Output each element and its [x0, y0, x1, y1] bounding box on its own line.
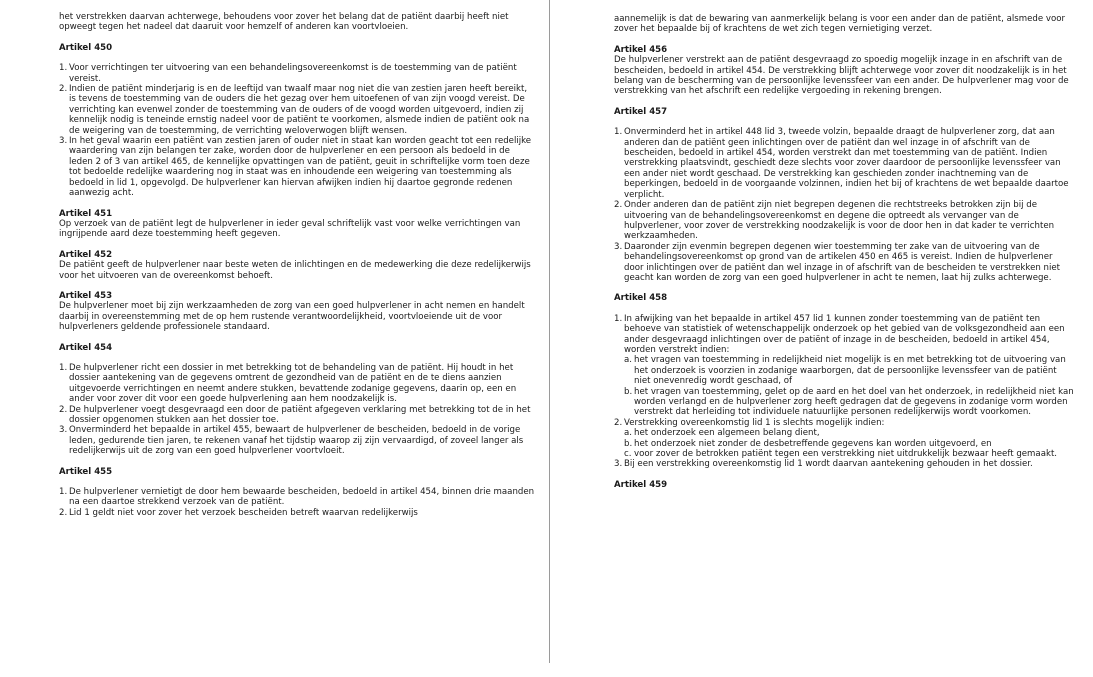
- heading-artikel-454: Artikel 454: [59, 342, 113, 353]
- list-item: 2. Lid 1 geldt niet voor zover het verzoek bescheiden betreft waarvan redelijkerwijs: [59, 507, 418, 518]
- artikel-458-list: [614, 314, 1074, 470]
- list-item: 2. Indien de patiënt minderjarig is en de leeftijd van twaalf maar nog niet die van zestien jaren heeft bereikt, is tevens de toestemming van de ouders die het gezag over hem uitoefenen of van zijn voogd vereist. De verrichting kan evenwel zonder de toestemming van de ouders of de voogd worden uitgevoerd, indien zij kennelijk nodig is teneinde ernstig nadeel voor de patiënt te voorkomen, alsmede indien de patiënt ook na de weigering van de toestemming, de verrichting weloverwogen blijft wensen.: [59, 84, 530, 136]
- list-item: 3. Onverminderd het bepaalde in artikel 455, bewaart de hulpverlener de bescheiden, bedoeld in de vorige leden, gedurende tien jaren, te rekenen vanaf het tijdstip waarop zij zijn vervaardigd, of zoveel langer als redelijkerwijs uit de zorg van een goed hulpverlener voortvloeit.: [59, 425, 524, 457]
- list-item: b. het vragen van toestemming, gelet op de aard en het doel van het onderzoek, in redelijkheid niet kan worden verlangd en de hulpverlener zorg heeft gedragen dat de gegevens in zodanige vorm worden verstrekt dat herleiding tot individuele natuurlijke personen redelijkerwijs wordt voorkomen.: [624, 386, 1074, 418]
- page-divider: [549, 0, 550, 663]
- heading-artikel-451: Artikel 451: [59, 208, 113, 219]
- list-item: a. het onderzoek een algemeen belang dient,: [624, 428, 820, 439]
- left-page: [59, 12, 535, 675]
- artikel-456-text: De hulpverlener verstrekt aan de patiënt desgevraagd zo spoedig mogelijk inzage in en afschrift van de bescheiden, bedoeld in artikel 454. De verstrekking blijft achterwege voor zover dit noodzakelijk is in het belang van de bescherming van de persoonlijke levenssfeer van een ander. De hulpverlener mag voor de verstrekking van het afschrift een redelijke vergoeding in rekening brengen.: [614, 55, 1069, 97]
- artikel-450-list: [59, 63, 535, 198]
- heading-artikel-453: Artikel 453: [59, 290, 113, 301]
- list-item: 1. Onverminderd het in artikel 448 lid 3, tweede volzin, bepaalde draagt de hulpverlener zorg, dat aan anderen dan de patiënt geen inlichtingen over de patiënt dan wel inzage in of afschrift van de bescheiden, bedoeld in artikel 454, worden verstrekt dan met toestemming van de patiënt. Indien verstrekking plaatsvindt, geschiedt deze slechts voor zover daardoor de persoonlijke levenssfeer van een ander niet wordt geschaad. De verstrekking kan geschieden zonder inachtneming van de beperkingen, bedoeld in de voorgaande volzinnen, indien het bij of krachtens de wet bepaalde daartoe verplicht.: [614, 127, 1069, 200]
- heading-artikel-455: Artikel 455: [59, 466, 113, 477]
- artikel-452-text: De patiënt geeft de hulpverlener naar beste weten de inlichtingen en de medewerking die deze redelijkerwijs voor het uitvoeren van de overeenkomst behoeft.: [59, 260, 531, 281]
- list-item: 3. Bij een verstrekking overeenkomstig lid 1 wordt daarvan aantekening gehouden in het dossier.: [614, 459, 1033, 470]
- list-item: 1. De hulpverlener richt een dossier in met betrekking tot de behandeling van de patiënt. Hij houdt in het dossier aantekening van de gegevens omtrent de gezondheid van de patiënt en de te diens aanzien uitgevoerde verrichtingen en neemt andere stukken, bevattende zodanige gegevens, daarin op, een en ander voor zover dit voor een goede hulpverlening aan hem noodzakelijk is.: [59, 362, 517, 405]
- list-item: 3. Daaronder zijn evenmin begrepen degenen wier toestemming ter zake van de uitvoering van de behandelingsovereenkomst op grond van de artikelen 450 en 465 is vereist. Indien de hulpverlener door inlichtingen over de patiënt dan wel inzage in of afschrift van de bescheiden te verstrekken niet geacht kan worden de zorg van een goed hulpverlener in acht te nemen, laat hij zulks achterwege.: [614, 241, 1061, 283]
- list-item: 1. Voor verrichtingen ter uitvoering van een behandelingsovereenkomst is de toestemming van de patiënt vereist.: [59, 63, 517, 84]
- list-item: 3. In het geval waarin een patiënt van zestien jaren of ouder niet in staat kan worden geacht tot een redelijke waardering van zijn belangen ter zake, worden door de hulpverlener en een persoon als bedoeld in de leden 2 of 3 van artikel 465, de kennelijke opvattingen van de patiënt, geuit in schriftelijke vorm toen deze tot bedoelde redelijke waardering nog in staat was en inhoudende een weigering van toestemming als bedoeld in lid 1, opgevolgd. De hulpverlener kan hiervan afwijken indien hij daartoe gegronde redenen aanwezig acht.: [59, 136, 532, 199]
- heading-artikel-458: Artikel 458: [614, 293, 668, 304]
- list-item: 2. Verstrekking overeenkomstig lid 1 is slechts mogelijk indien:: [614, 417, 885, 428]
- list-item: b. het onderzoek niet zonder de desbetreffende gegevens kan worden uitgevoerd, en: [624, 438, 992, 449]
- right-intro-paragraph: aannemelijk is dat de bewaring van aanmerkelijk belang is voor een ander dan de patiënt, alsmede voor zover het bepaalde bij of krachtens de wet zich tegen vernietiging verzet.: [614, 14, 1066, 35]
- artikel-453-text: De hulpverlener moet bij zijn werkzaamheden de zorg van een goed hulpverlener in acht nemen en handelt daarbij in overeenstemming met de op hem rustende verantwoordelijkheid, voortvloeiende uit de voor hulpverleners geldende professionele standaard.: [59, 301, 525, 333]
- right-page: [614, 14, 1074, 677]
- list-item: 2. Onder anderen dan de patiënt zijn niet begrepen degenen die rechtstreeks betrokken zijn bij de uitvoering van de behandelingsovereenkomst en degene die optreedt als vervanger van de hulpverlener, voor zover de verstrekking noodzakelijk is voor de door hen in dat kader te verrichten werkzaamheden.: [614, 200, 1055, 242]
- heading-artikel-452: Artikel 452: [59, 249, 113, 260]
- heading-artikel-450: Artikel 450: [59, 42, 113, 53]
- list-item: 2. De hulpverlener voegt desgevraagd een door de patiënt afgegeven verklaring met betrekking tot de in het dossier opgenomen stukken aan het dossier toe.: [59, 404, 531, 425]
- list-item: 1. De hulpverlener vernietigt de door hem bewaarde bescheiden, bedoeld in artikel 454, binnen drie maanden na een daartoe strekkend verzoek van de patiënt.: [59, 487, 535, 508]
- artikel-457-list: [614, 127, 1074, 283]
- list-item: c. voor zover de betrokken patiënt tegen een verstrekking niet uitdrukkelijk bezwaar heeft gemaakt.: [624, 449, 1058, 460]
- list-item: a. het vragen van toestemming in redelijkheid niet mogelijk is en met betrekking tot de uitvoering van het onderzoek is voorzien in zodanige waarborgen, dat de persoonlijke levenssfeer van de patiënt niet onevenredig wordt geschaad, of: [624, 355, 1066, 387]
- left-intro-paragraph: het verstrekken daarvan achterwege, behoudens voor zover het belang dat de patiënt daarbij heeft niet opweegt tegen het nadeel dat daaruit voor hemzelf of anderen kan voortvloeien.: [59, 12, 509, 33]
- heading-artikel-459: Artikel 459: [614, 479, 668, 490]
- artikel-454-list: [59, 363, 535, 457]
- heading-artikel-457: Artikel 457: [614, 106, 668, 117]
- artikel-455-list: [59, 487, 535, 518]
- heading-artikel-456: Artikel 456: [614, 44, 668, 55]
- list-item: 1. In afwijking van het bepaalde in artikel 457 lid 1 kunnen zonder toestemming van de patiënt ten behoeve van statistiek of wetenschappelijk onderzoek op het gebied van de volksgezondheid aan een ander desgevraagd inlichtingen over de patiënt of inzage in de bescheiden, bedoeld in artikel 454, worden verstrekt indien:: [614, 313, 1065, 355]
- artikel-451-text: Op verzoek van de patiënt legt de hulpverlener in ieder geval schriftelijk vast voor welke verrichtingen van ingrijpende aard deze toestemming heeft gegeven.: [59, 218, 521, 240]
